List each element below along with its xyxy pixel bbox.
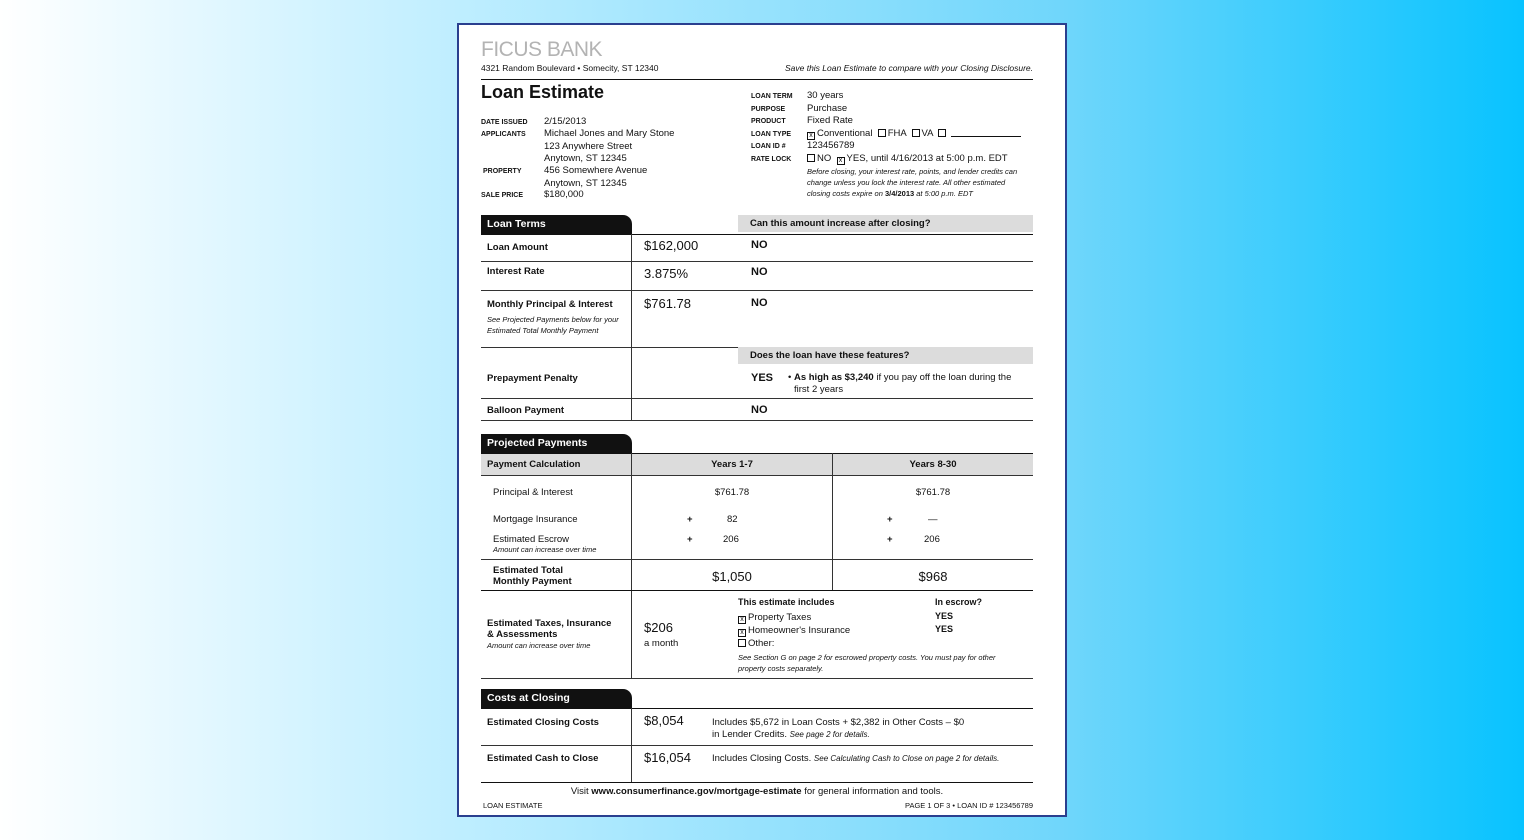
- property-taxes-answer: YES: [935, 611, 954, 621]
- loan-term-label: LOAN TERM: [751, 93, 793, 100]
- loan-type-label: LOAN TYPE: [751, 130, 792, 138]
- taxes-bottom-rule: [481, 678, 1033, 679]
- taxes-label-line-2: & Assessments: [487, 628, 558, 640]
- estimated-cash-to-close-label: Estimated Cash to Close: [487, 753, 599, 764]
- applicants-label: APPLICANTS: [481, 131, 526, 138]
- visit-suffix: for general information and tools.: [801, 786, 944, 797]
- monthly-pi-label: Monthly Principal & Interest: [487, 299, 613, 310]
- estimated-escrow-label: Estimated Escrow: [493, 534, 570, 545]
- projected-header-rule: [481, 475, 1033, 476]
- homeowners-insurance-item: [738, 625, 850, 637]
- balloon-label: Balloon Payment: [487, 405, 565, 416]
- total-years-8-30: $968: [918, 569, 948, 584]
- taxes-insurance-label: [487, 619, 611, 640]
- principal-interest-label: Principal & Interest: [493, 487, 573, 498]
- applicant-street: 123 Anywhere Street: [544, 140, 633, 152]
- property-street: 456 Somewhere Avenue: [544, 165, 648, 176]
- mi-years-1-7: 82: [727, 514, 738, 525]
- loan-terms-bottom-rule: [481, 420, 1033, 421]
- prepayment-detail-rest: if you pay off the loan during the: [873, 372, 1012, 383]
- rate-lock-no-checkbox[interactable]: [807, 154, 815, 162]
- loan-amount-label: Loan Amount: [487, 242, 548, 253]
- payment-calc-label: Payment Calculation: [487, 459, 581, 470]
- escrow-years-8-30: 206: [924, 534, 940, 545]
- property-label: PROPERTY: [483, 168, 522, 175]
- years-1-7-header: Years 1-7: [711, 459, 753, 470]
- closing-costs-detail-line-1: Includes $5,672 in Loan Costs + $2,382 in Other Costs – $0: [712, 717, 965, 728]
- purpose-value: Purchase: [807, 102, 848, 114]
- loan-terms-rule-4: [481, 398, 1033, 399]
- rate-lock-yes-checkbox[interactable]: x: [837, 157, 845, 165]
- cash-to-close-detail: [712, 753, 999, 764]
- escrow-plus-1: +: [687, 534, 693, 545]
- prepayment-bullet: •: [788, 372, 792, 383]
- section-g-note: [738, 652, 1038, 674]
- taxes-period: a month: [644, 638, 679, 649]
- bank-address: 4321 Random Boulevard • Somecity, ST 12340: [481, 63, 659, 73]
- date-issued-value: 2/15/2013: [544, 116, 587, 127]
- loan-amount-value: $162,000: [644, 238, 699, 253]
- other-item: [738, 638, 774, 649]
- closing-costs-detail: [712, 717, 964, 741]
- property-taxes-item: [738, 612, 811, 624]
- other-label: Other:: [748, 638, 775, 649]
- closing-costs-detail-2b: See page 2 for details.: [789, 730, 870, 739]
- conventional-label: Conventional: [817, 127, 873, 139]
- property-city: Anytown, ST 12345: [544, 177, 627, 189]
- projected-payments-tab: Projected Payments: [481, 434, 632, 453]
- rate-lock-note-line-1: Before closing, your interest rate, points, and lender credits can: [807, 167, 1018, 176]
- closing-top-rule: [481, 708, 1033, 709]
- monthly-pi-value: $761.78: [644, 296, 691, 311]
- other-loan-type-blank: [951, 129, 1021, 137]
- loan-terms-rule-1: [481, 261, 1033, 262]
- bank-name: FICUS BANK: [481, 38, 603, 61]
- estimated-total-label: [493, 565, 572, 587]
- mi-plus-2: +: [887, 514, 893, 525]
- monthly-pi-note-line-1: See Projected Payments below for your: [487, 315, 619, 324]
- mortgage-insurance-label: Mortgage Insurance: [493, 514, 578, 525]
- rate-lock-no-label: NO: [817, 152, 832, 164]
- prepayment-answer: YES: [751, 372, 774, 384]
- date-issued-label: DATE ISSUED: [481, 119, 528, 126]
- in-escrow-head: In escrow?: [935, 597, 983, 607]
- prepayment-detail: [788, 372, 1038, 395]
- closing-costs-detail-line-2: [712, 729, 964, 741]
- interest-rate-answer: NO: [751, 266, 768, 278]
- projected-bottom-rule: [481, 590, 1033, 591]
- other-loan-type-checkbox[interactable]: [938, 129, 946, 137]
- other-checkbox[interactable]: [738, 639, 746, 647]
- homeowners-insurance-answer: YES: [935, 624, 954, 634]
- sale-price-label: SALE PRICE: [481, 192, 524, 199]
- mi-plus-1: +: [687, 514, 693, 525]
- footer-right: PAGE 1 OF 3 • LOAN ID # 123456789: [905, 801, 1033, 810]
- estimated-total-line-2: Monthly Payment: [493, 576, 572, 587]
- save-note: Save this Loan Estimate to compare with your Closing Disclosure.: [784, 63, 1033, 73]
- section-g-note-line-2: property costs separately.: [738, 664, 824, 673]
- total-years-1-7: $1,050: [712, 569, 752, 584]
- prepayment-detail-line-2: first 2 years: [794, 383, 844, 395]
- property-taxes-checkbox[interactable]: x: [738, 616, 746, 624]
- escrow-years-1-7: 206: [723, 534, 739, 545]
- footer-left: LOAN ESTIMATE: [483, 801, 543, 810]
- va-label: VA: [921, 127, 933, 139]
- rate-lock-note-3c: at 5:00 p.m. EDT: [914, 189, 973, 198]
- property-taxes-label: Property Taxes: [748, 612, 812, 623]
- section-g-note-line-1: See Section G on page 2 for escrowed property costs. You must pay for other: [738, 653, 996, 662]
- estimate-includes-head: This estimate includes: [738, 597, 835, 607]
- loan-terms-rule-2: [481, 290, 1033, 291]
- loan-amount-answer: NO: [751, 239, 768, 251]
- closing-mid-rule: [481, 745, 1033, 746]
- closing-costs-detail-2a: in Lender Credits.: [712, 729, 790, 740]
- loan-terms-tab: Loan Terms: [481, 215, 632, 234]
- loan-type-options: [807, 128, 1021, 141]
- loan-terms-top-rule: [481, 234, 1033, 235]
- sale-price-value: $180,000: [544, 189, 584, 200]
- prepayment-label: Prepayment Penalty: [487, 373, 578, 384]
- years-8-30-header: Years 8-30: [909, 459, 957, 470]
- taxes-note: Amount can increase over time: [487, 641, 591, 650]
- estimated-closing-costs-label: Estimated Closing Costs: [487, 717, 599, 728]
- loan-term-value: 30 years: [807, 90, 844, 101]
- fha-checkbox[interactable]: [878, 129, 886, 137]
- applicant-city: Anytown, ST 12345: [544, 153, 627, 164]
- applicant-name: Michael Jones and Mary Stone: [544, 128, 675, 139]
- increase-question-header: Can this amount increase after closing?: [738, 215, 1033, 232]
- costs-at-closing-tab: Costs at Closing: [481, 689, 632, 708]
- prepayment-max: As high as $3,240: [793, 372, 874, 383]
- escrow-plus-2: +: [887, 534, 893, 545]
- balloon-answer: NO: [751, 404, 768, 416]
- rate-lock-expire-date: 3/4/2013: [884, 189, 915, 198]
- visit-prefix: Visit: [570, 786, 592, 797]
- monthly-pi-note-line-2: Estimated Total Monthly Payment: [487, 326, 599, 335]
- estimated-cash-to-close-value: $16,054: [644, 750, 691, 765]
- rate-lock-note: [807, 166, 1037, 199]
- taxes-value: $206: [644, 620, 673, 635]
- header-rule: [481, 79, 1033, 80]
- rate-lock-note-line-3: [807, 188, 1037, 199]
- closing-bottom-rule: [481, 782, 1033, 783]
- mi-years-8-30: —: [928, 514, 938, 525]
- consumer-finance-note: [481, 786, 1033, 797]
- interest-rate-value: 3.875%: [644, 266, 689, 281]
- homeowners-insurance-checkbox[interactable]: x: [738, 629, 746, 637]
- taxes-divider: [631, 591, 632, 678]
- cash-to-close-detail-b: See Calculating Cash to Close on page 2 for details.: [813, 754, 1000, 763]
- features-question-header: Does the loan have these features?: [738, 347, 1033, 364]
- purpose-label: PURPOSE: [751, 105, 786, 113]
- estimated-total-line-1: Estimated Total: [493, 565, 564, 576]
- loan-id-label: LOAN ID #: [751, 143, 786, 150]
- conventional-checkbox[interactable]: x: [807, 132, 815, 140]
- estimated-closing-costs-value: $8,054: [644, 713, 684, 728]
- fha-label: FHA: [887, 127, 907, 139]
- pi-years-1-7: $761.78: [714, 487, 750, 498]
- loan-estimate-page: [457, 23, 1067, 817]
- homeowners-insurance-label: Homeowner's Insurance: [748, 625, 851, 636]
- rate-lock-yes-label: YES, until 4/16/2013 at 5:00 p.m. EDT: [846, 152, 1008, 164]
- rate-lock-note-line-2: change unless you lock the interest rate. All other estimated: [807, 178, 1006, 187]
- monthly-pi-note: [487, 314, 619, 336]
- pi-years-8-30: $761.78: [915, 487, 951, 498]
- loan-id-value: 123456789: [807, 140, 855, 151]
- escrow-note: Amount can increase over time: [493, 545, 597, 554]
- rate-lock-options: [807, 153, 1008, 166]
- cash-to-close-detail-a: Includes Closing Costs.: [712, 753, 814, 764]
- consumer-finance-link[interactable]: www.consumerfinance.gov/mortgage-estimate: [591, 786, 802, 797]
- interest-rate-label: Interest Rate: [487, 266, 545, 277]
- rate-lock-note-3a: closing costs expire on: [807, 189, 885, 198]
- projected-total-rule: [481, 559, 1033, 560]
- taxes-label-line-1: Estimated Taxes, Insurance: [487, 618, 612, 629]
- product-label: PRODUCT: [751, 118, 786, 125]
- monthly-pi-answer: NO: [751, 297, 768, 309]
- product-value: Fixed Rate: [807, 115, 853, 126]
- rate-lock-label: RATE LOCK: [751, 155, 792, 163]
- va-checkbox[interactable]: [912, 129, 920, 137]
- page-title: Loan Estimate: [481, 82, 605, 102]
